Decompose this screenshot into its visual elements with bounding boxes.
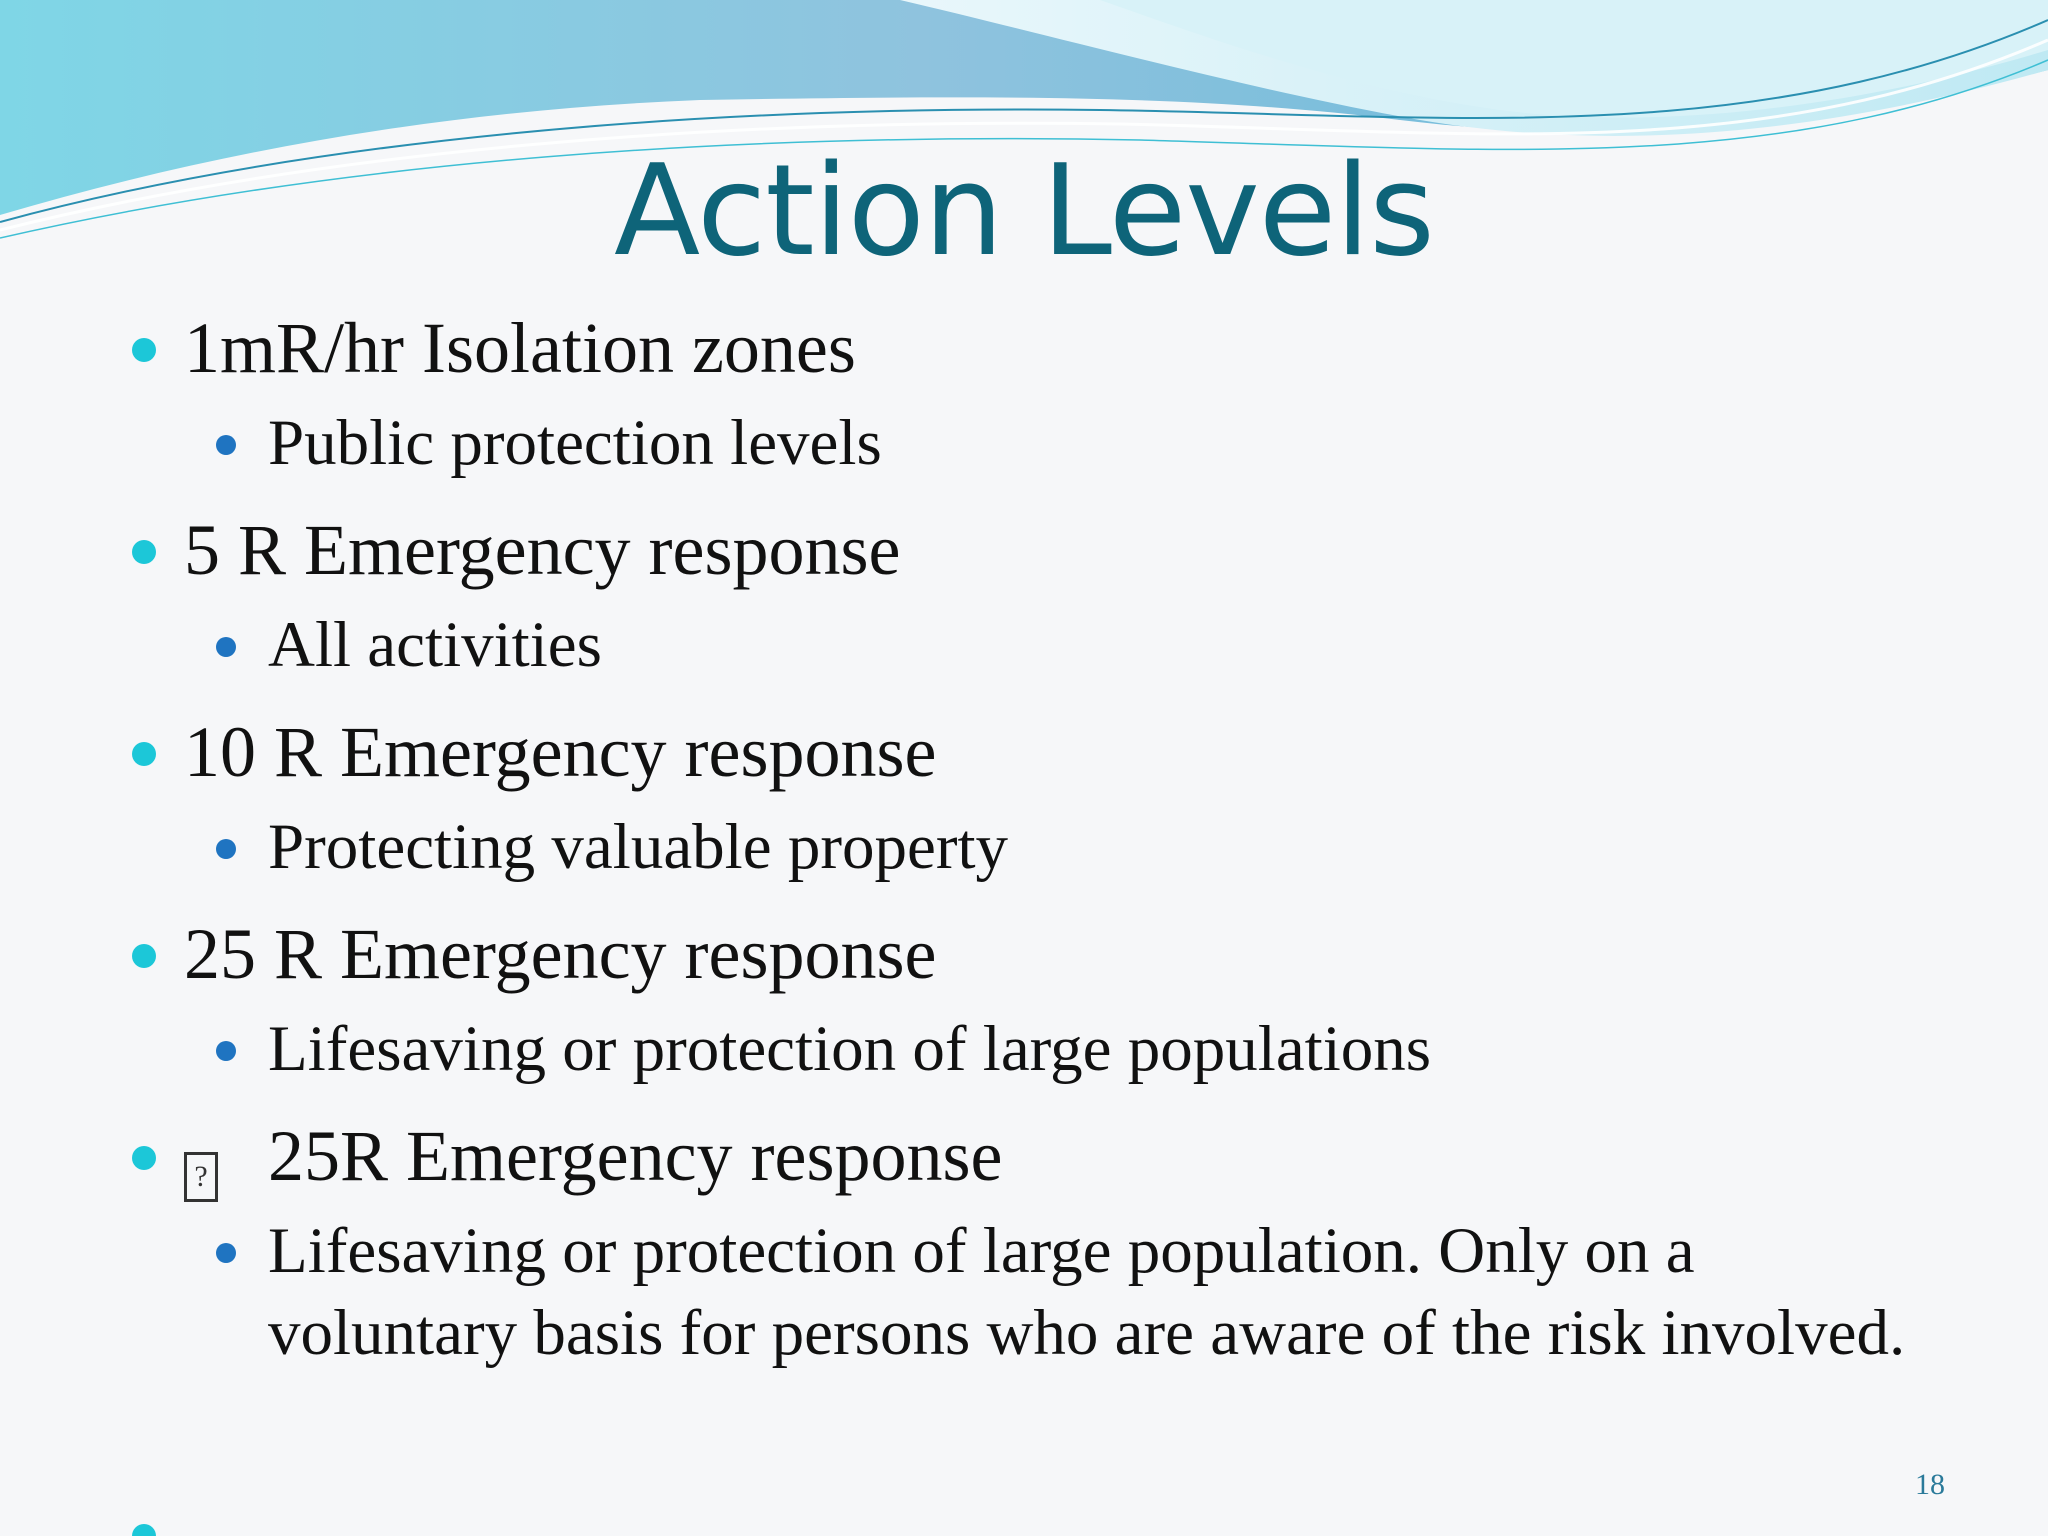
bullet-text: 5 R Emergency response (184, 510, 901, 590)
sub-bullet-dot-icon (216, 435, 236, 455)
bullet-dot-icon (132, 338, 156, 362)
page-number: 18 (1915, 1468, 1945, 1501)
bullet-text: 1mR/hr Isolation zones (184, 308, 856, 388)
bullet-dot-icon (132, 742, 156, 766)
sub-bullet-item-5 (128, 1210, 1948, 1374)
sub-bullet-dot-icon (216, 839, 236, 859)
sub-bullet-text: Lifesaving or protection of large populations (268, 1013, 1432, 1085)
bullet-dot-icon (132, 1146, 156, 1170)
empty-bullet-dot-icon (132, 1524, 156, 1536)
sub-bullet-text: Public protection levels (268, 407, 882, 479)
sub-bullet-dot-icon (216, 1041, 236, 1061)
bullet-item-4 (128, 906, 1948, 1002)
bullet-dot-icon (132, 540, 156, 564)
bullet-item-3 (128, 704, 1948, 800)
sub-bullet-item-2 (128, 604, 1948, 686)
sub-bullet-dot-icon (216, 637, 236, 657)
sub-bullet-text: Protecting valuable property (268, 811, 1009, 883)
bullet-text: 25 R Emergency response (184, 914, 937, 994)
bullet-dot-icon (132, 944, 156, 968)
sub-bullet-item-3 (128, 806, 1948, 888)
bullet-text: 10 R Emergency response (184, 712, 937, 792)
sub-bullet-item-4 (128, 1008, 1948, 1090)
bullet-item-2 (128, 502, 1948, 598)
bullet-list (128, 300, 1948, 1392)
sub-bullet-text: Lifesaving or protection of large population. Only on a voluntary basis for persons who are aware of the risk involved. (268, 1215, 1906, 1369)
bullet-item-5 (128, 1108, 1948, 1204)
sub-bullet-item-1 (128, 402, 1948, 484)
slide-title: Action Levels (614, 137, 1434, 284)
missing-glyph-icon: ? (184, 1152, 218, 1202)
bullet-item-1 (128, 300, 1948, 396)
sub-bullet-dot-icon (216, 1243, 236, 1263)
sub-bullet-text: All activities (268, 609, 602, 681)
bullet-text: 25R Emergency response (268, 1116, 1003, 1196)
